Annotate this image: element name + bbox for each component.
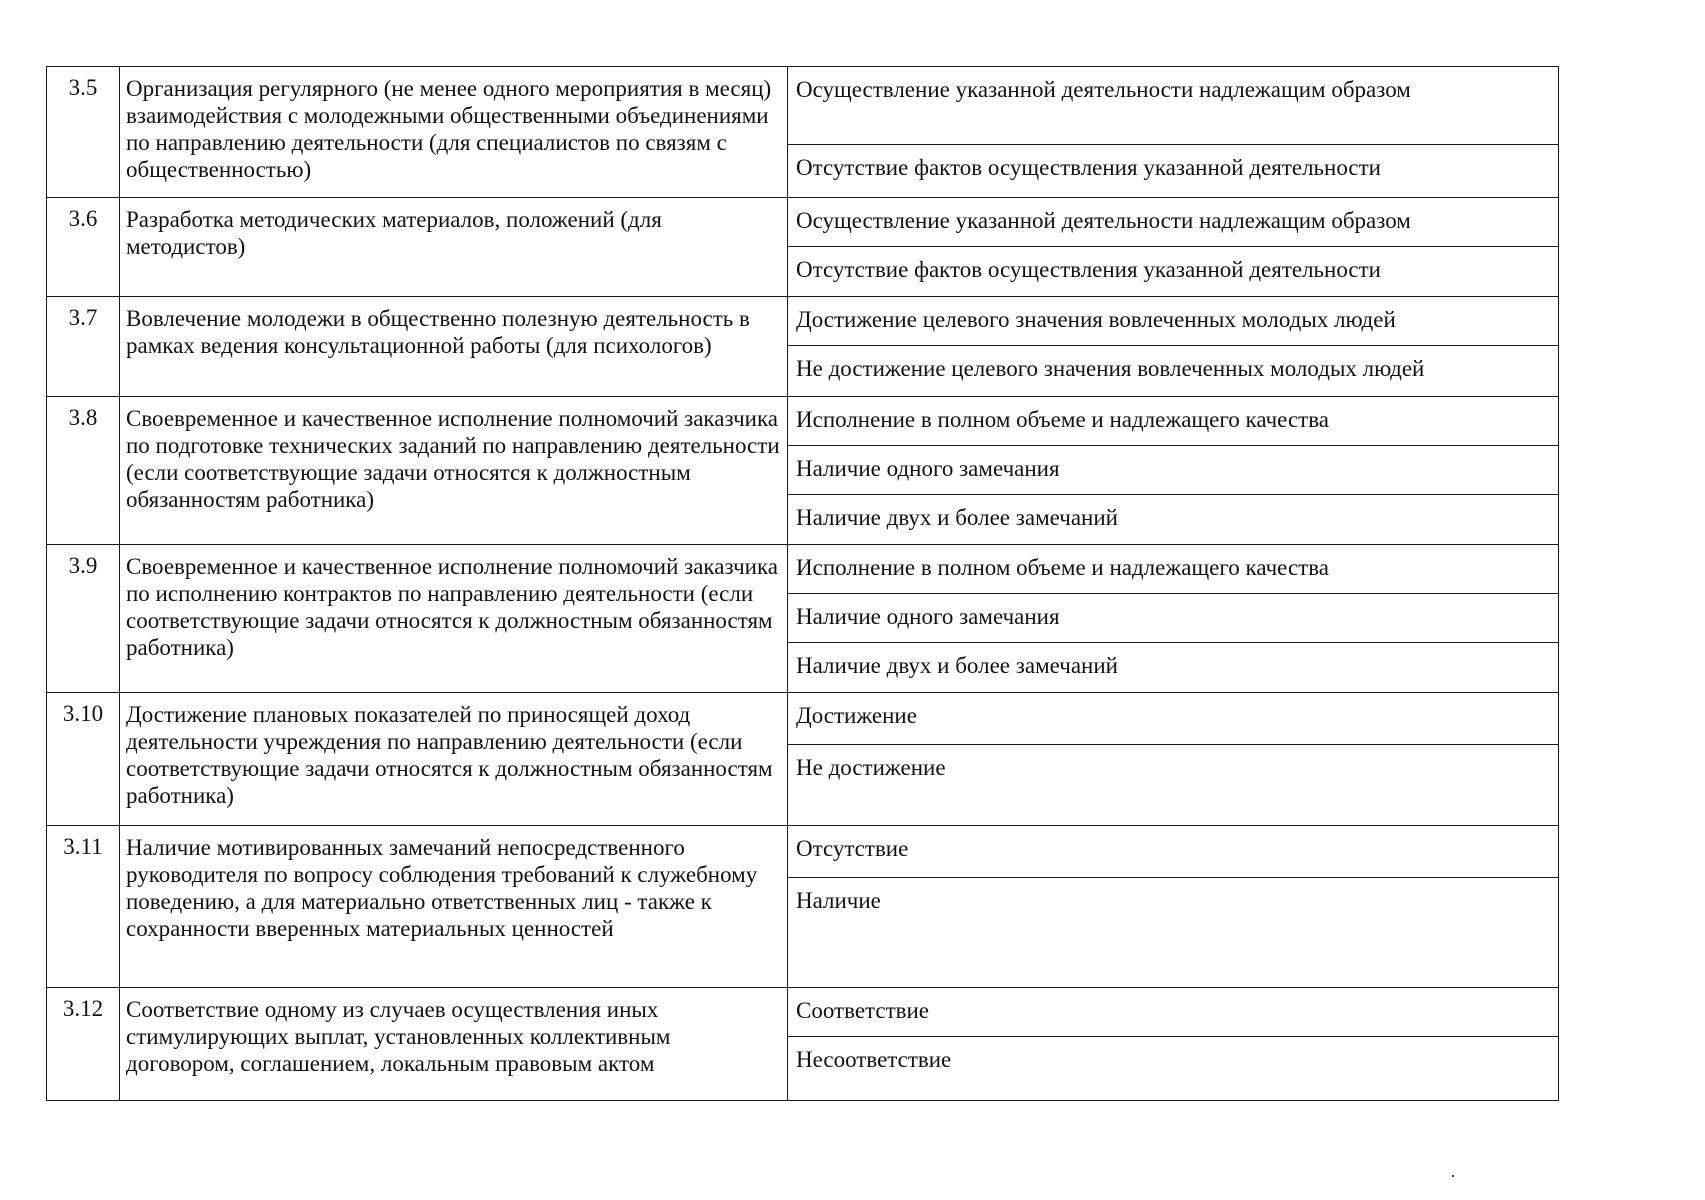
indicator-item: Соответствие [788, 988, 1558, 1037]
indicator-item: Не достижение [796, 755, 946, 780]
indicator-item: Наличие одного замечания [788, 446, 1558, 495]
indicators-cell [788, 67, 1559, 198]
row-number: 3.7 [47, 297, 120, 397]
criterion-text: Соответствие одному из случаев осуществления иных стимулирующих выплат, установленных коллективным договором, соглашением, локальным правовым актом [120, 988, 788, 1101]
indicator-item: Исполнение в полном объеме и надлежащего качества [788, 397, 1558, 446]
criterion-text: Организация регулярного (не менее одного мероприятия в месяц) взаимодействия с молодежными общественными объединениями по направлению деятельности (для специалистов по связям с общественностью) [120, 67, 788, 198]
table-row [47, 826, 1559, 988]
row-number: 3.12 [47, 988, 120, 1101]
criterion-text: Своевременное и качественное исполнение полномочий заказчика по подготовке технических заданий по направлению деятельности (если соответствующие задачи относятся к должностным обязанностям работника) [120, 397, 788, 545]
row-number: 3.5 [47, 67, 120, 198]
table-row [47, 988, 1559, 1101]
indicator-item: Не достижение целевого значения вовлеченных молодых людей [796, 356, 1425, 381]
indicators-cell [788, 397, 1559, 545]
table-row [47, 545, 1559, 693]
criterion-text: Вовлечение молодежи в общественно полезную деятельность в рамках ведения консультационной работы (для психологов) [120, 297, 788, 397]
indicator-item: Несоответствие [796, 1047, 952, 1072]
indicator-item: Наличие одного замечания [788, 594, 1558, 643]
indicators-cell [788, 693, 1559, 826]
indicator-item: Отсутствие [788, 826, 1558, 878]
criterion-text: Разработка методических материалов, положений (для методистов) [120, 198, 788, 297]
indicator-item: Отсутствие фактов осуществления указанной деятельности [796, 155, 1381, 180]
indicator-item: Осуществление указанной деятельности надлежащим образом [788, 198, 1558, 247]
criteria-table [46, 66, 1559, 1101]
row-number: 3.11 [47, 826, 120, 988]
indicators-cell [788, 988, 1559, 1101]
table-row [47, 397, 1559, 545]
indicators-cell [788, 826, 1559, 988]
indicator-item: Наличие двух и более замечаний [796, 505, 1118, 530]
scan-speck [1452, 1175, 1454, 1177]
criterion-text: Наличие мотивированных замечаний непосредственного руководителя по вопросу соблюдения требований к служебному поведению, а для материально ответственных лиц - также к сохранности вверенных материальных ценностей [120, 826, 788, 988]
table-row [47, 67, 1559, 198]
indicators-cell [788, 545, 1559, 693]
row-number: 3.9 [47, 545, 120, 693]
indicator-item: Достижение [788, 693, 1558, 745]
table-row [47, 297, 1559, 397]
indicator-item: Наличие [796, 888, 881, 913]
criterion-text: Достижение плановых показателей по приносящей доход деятельности учреждения по направлению деятельности (если соответствующие задачи относятся к должностным обязанностям работника) [120, 693, 788, 826]
indicator-item: Достижение целевого значения вовлеченных молодых людей [788, 297, 1558, 346]
indicators-cell [788, 198, 1559, 297]
row-number: 3.10 [47, 693, 120, 826]
indicator-item: Отсутствие фактов осуществления указанной деятельности [796, 257, 1381, 282]
row-number: 3.8 [47, 397, 120, 545]
indicators-cell [788, 297, 1559, 397]
criterion-text: Своевременное и качественное исполнение полномочий заказчика по исполнению контрактов по направлению деятельности (если соответствующие задачи относятся к должностным обязанностям работника) [120, 545, 788, 693]
indicator-item: Исполнение в полном объеме и надлежащего качества [788, 545, 1558, 594]
table-row [47, 693, 1559, 826]
row-number: 3.6 [47, 198, 120, 297]
indicator-item: Осуществление указанной деятельности надлежащим образом [788, 67, 1558, 145]
indicator-item: Наличие двух и более замечаний [796, 653, 1118, 678]
table-row [47, 198, 1559, 297]
